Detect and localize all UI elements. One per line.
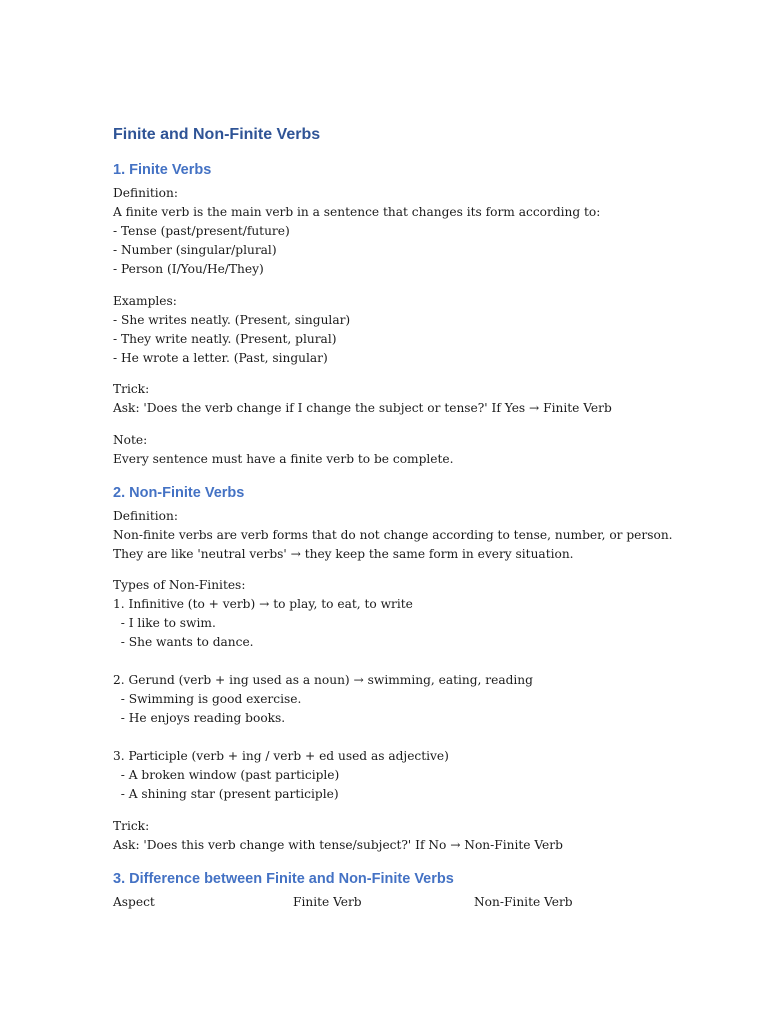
criteria-item: - Person (I/You/He/They)	[113, 262, 264, 276]
table-header-non-finite: Non-Finite Verb	[474, 894, 573, 909]
definition-text: Non-finite verbs are verb forms that do not change according to tense, number, or person.	[113, 527, 673, 542]
section-heading-difference: 3. Difference between Finite and Non-Finite Verbs	[113, 870, 454, 887]
type-title: 3. Participle (verb + ing / verb + ed used as adjective)	[113, 749, 449, 763]
note-text: Every sentence must have a finite verb to be complete.	[113, 451, 454, 466]
trick-text: Ask: 'Does the verb change if I change the subject or tense?' If Yes → Finite Verb	[113, 401, 612, 415]
trick-label: Trick:	[113, 382, 150, 396]
type-example: - He enjoys reading books.	[113, 711, 286, 725]
types-label: Types of Non-Finites:	[113, 578, 246, 592]
trick-text: Ask: 'Does this verb change with tense/subject?' If No → Non-Finite Verb	[113, 837, 563, 852]
document-title: Finite and Non-Finite Verbs	[113, 126, 321, 143]
type-title: 2. Gerund (verb + ing used as a noun) → swimming, eating, reading	[113, 673, 533, 687]
type-example: - Swimming is good exercise.	[113, 692, 302, 706]
definition-label: Definition:	[113, 508, 178, 523]
comparison-table-header	[113, 893, 723, 912]
type-example: - I like to swim.	[113, 616, 216, 630]
criteria-item: - Tense (past/present/future)	[113, 224, 290, 238]
section-heading-non-finite: 2. Non-Finite Verbs	[113, 484, 245, 501]
definition-text: They are like 'neutral verbs' → they keep the same form in every situation.	[113, 546, 574, 561]
definition-text: A finite verb is the main verb in a sentence that changes its form according to:	[113, 205, 601, 219]
example-item: - They write neatly. (Present, plural)	[113, 331, 337, 346]
type-example: - A shining star (present participle)	[113, 787, 339, 801]
note-label: Note:	[113, 432, 148, 447]
example-item: - He wrote a letter. (Past, singular)	[113, 350, 328, 365]
table-header-aspect: Aspect	[113, 894, 155, 909]
table-header-finite: Finite Verb	[293, 894, 362, 909]
document-page	[113, 124, 723, 912]
section-heading-finite: 1. Finite Verbs	[113, 162, 212, 178]
type-example: - She wants to dance.	[113, 635, 254, 649]
examples-label: Examples:	[113, 293, 177, 308]
type-example: - A broken window (past participle)	[113, 768, 340, 782]
example-item: - She writes neatly. (Present, singular)	[113, 312, 351, 327]
type-title: 1. Infinitive (to + verb) → to play, to eat, to write	[113, 597, 413, 611]
criteria-item: - Number (singular/plural)	[113, 243, 277, 257]
definition-label: Definition:	[113, 186, 178, 200]
trick-label: Trick:	[113, 818, 150, 833]
